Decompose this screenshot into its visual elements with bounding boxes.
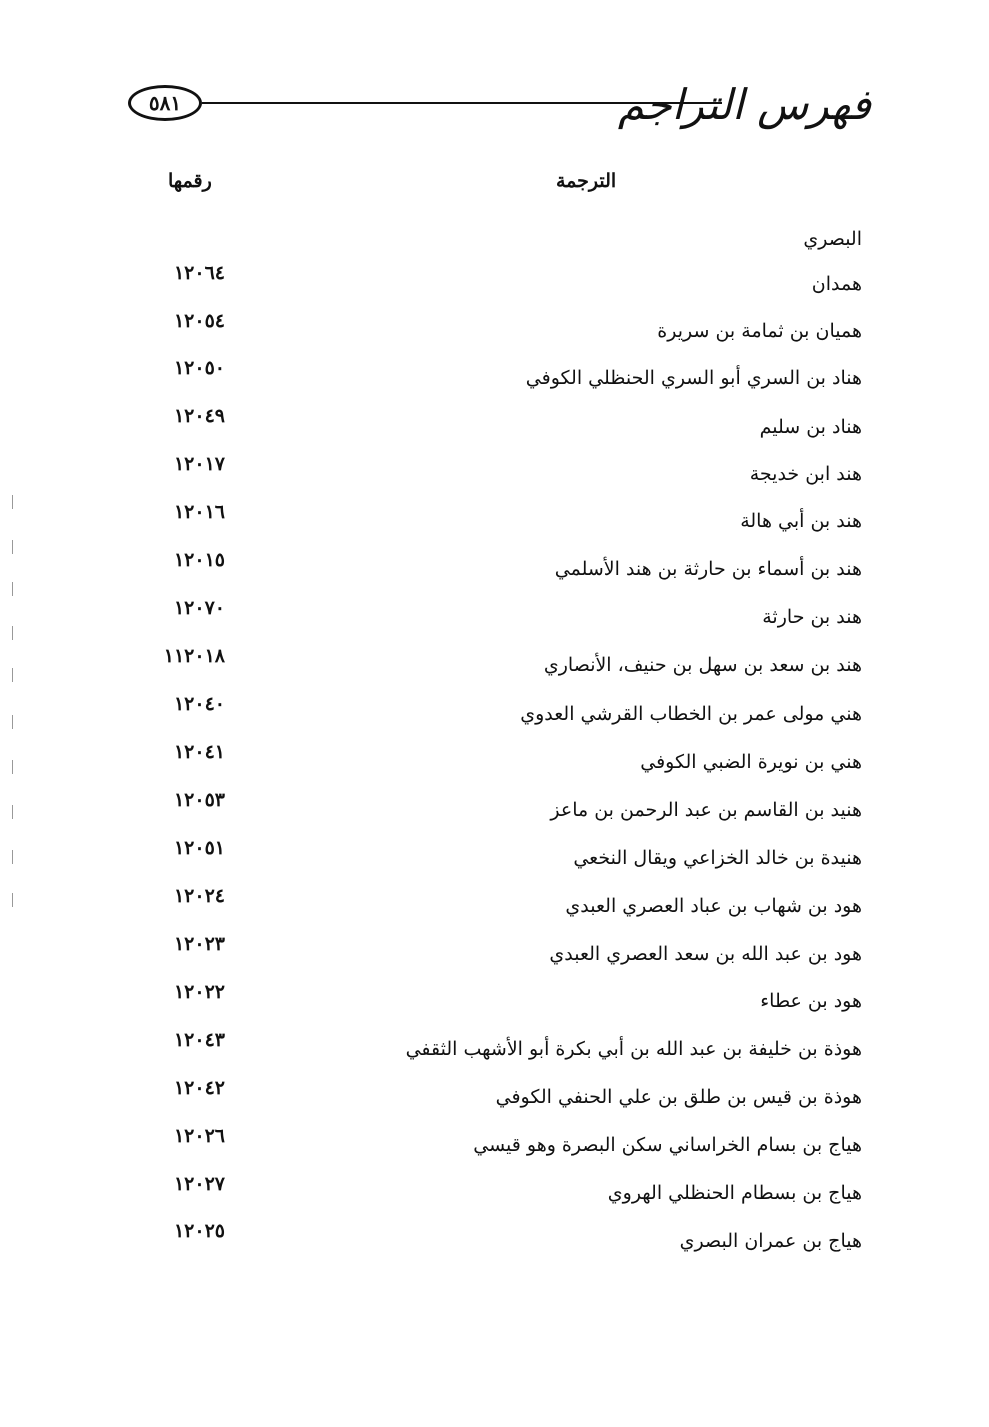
entry-number: ١٢٠٢٦ [173, 1125, 225, 1147]
entry-name: هوذة بن خليفة بن عبد الله بن أبي بكرة أبو الأشهب الثقفي [405, 1038, 862, 1060]
entry-name: هوذة بن قيس بن طلق بن علي الحنفي الكوفي [495, 1086, 862, 1108]
scan-edge-mark [12, 893, 13, 907]
scan-edge-mark [12, 668, 13, 682]
running-title: فهرس التراجم [617, 80, 871, 129]
entry-name: هند بن أسماء بن حارثة بن هند الأسلمي [554, 558, 862, 580]
entry-name: هند بن أبي هالة [740, 510, 862, 532]
scan-edge-mark [12, 582, 13, 596]
entry-number: ١٢٠٤٩ [173, 405, 225, 427]
entry-number: ١٢٠٢٧ [173, 1173, 225, 1195]
entry-name: هني بن نويرة الضبي الكوفي [640, 751, 862, 773]
entry-name: هند بن سعد بن سهل بن حنيف، الأنصاري [543, 654, 862, 676]
entry-name: هنيد بن القاسم بن عبد الرحمن بن ماعز [550, 799, 862, 821]
column-header-number: رقمها [168, 170, 212, 192]
entry-number: ١١٢٠١٨ [163, 645, 225, 667]
entry-name: هود بن عطاء [760, 990, 862, 1012]
entry-name: هميان بن ثمامة بن سريرة [657, 320, 862, 342]
scan-edge-mark [12, 495, 13, 509]
entry-name: هند بن حارثة [762, 606, 862, 628]
entry-number: ١٢٠١٦ [173, 501, 225, 523]
entry-name: هني مولى عمر بن الخطاب القرشي العدوي [520, 703, 862, 725]
entry-number: ١٢٠٤٢ [173, 1077, 225, 1099]
entry-name: هياج بن بسطام الحنظلي الهروي [607, 1182, 862, 1204]
entry-number: ١٢٠٤٣ [173, 1029, 225, 1051]
column-header-name: الترجمة [556, 170, 617, 192]
entry-name: هنيدة بن خالد الخزاعي ويقال النخعي [573, 847, 862, 869]
entry-number: ١٢٠٥٠ [173, 357, 225, 379]
entry-name: هود بن شهاب بن عباد العصري العبدي [565, 895, 862, 917]
entry-name: هناد بن سليم [759, 416, 862, 438]
entry-number: ١٢٠٤٠ [173, 693, 225, 715]
scan-edge-mark [12, 715, 13, 729]
scan-edge-mark [12, 760, 13, 774]
entry-name: هياج بن بسام الخراساني سكن البصرة وهو قيسي [473, 1134, 862, 1156]
entry-name: البصري [803, 228, 862, 250]
entry-number: ١٢٠٤١ [173, 741, 225, 763]
entry-number: ١٢٠٢٢ [173, 981, 225, 1003]
scan-edge-mark [12, 850, 13, 864]
entry-number: ١٢٠٧٠ [173, 597, 225, 619]
scan-edge-mark [12, 805, 13, 819]
entry-number: ١٢٠٢٤ [173, 885, 225, 907]
entry-number: ١٢٠٢٥ [173, 1220, 225, 1242]
page-number: ٥٨١ [148, 91, 182, 115]
entry-name: هناد بن السري أبو السري الحنظلي الكوفي [525, 367, 862, 389]
page-number-oval [128, 85, 202, 121]
entry-number: ١٢٠٥١ [173, 837, 225, 859]
entry-number: ١٢٠١٧ [173, 453, 225, 475]
entry-number: ١٢٠٥٣ [173, 789, 225, 811]
entry-name: هود بن عبد الله بن سعد العصري العبدي [549, 943, 862, 965]
entry-name: هند ابن خديجة [749, 463, 862, 485]
entry-name: هياج بن عمران البصري [679, 1230, 862, 1252]
entry-number: ١٢٠١٥ [173, 549, 225, 571]
entry-number: ١٢٠٥٤ [173, 310, 225, 332]
scan-edge-mark [12, 626, 13, 640]
entry-name: همدان [811, 273, 862, 295]
entry-number: ١٢٠٦٤ [173, 262, 225, 284]
entry-number: ١٢٠٢٣ [173, 933, 225, 955]
scan-edge-mark [12, 540, 13, 554]
